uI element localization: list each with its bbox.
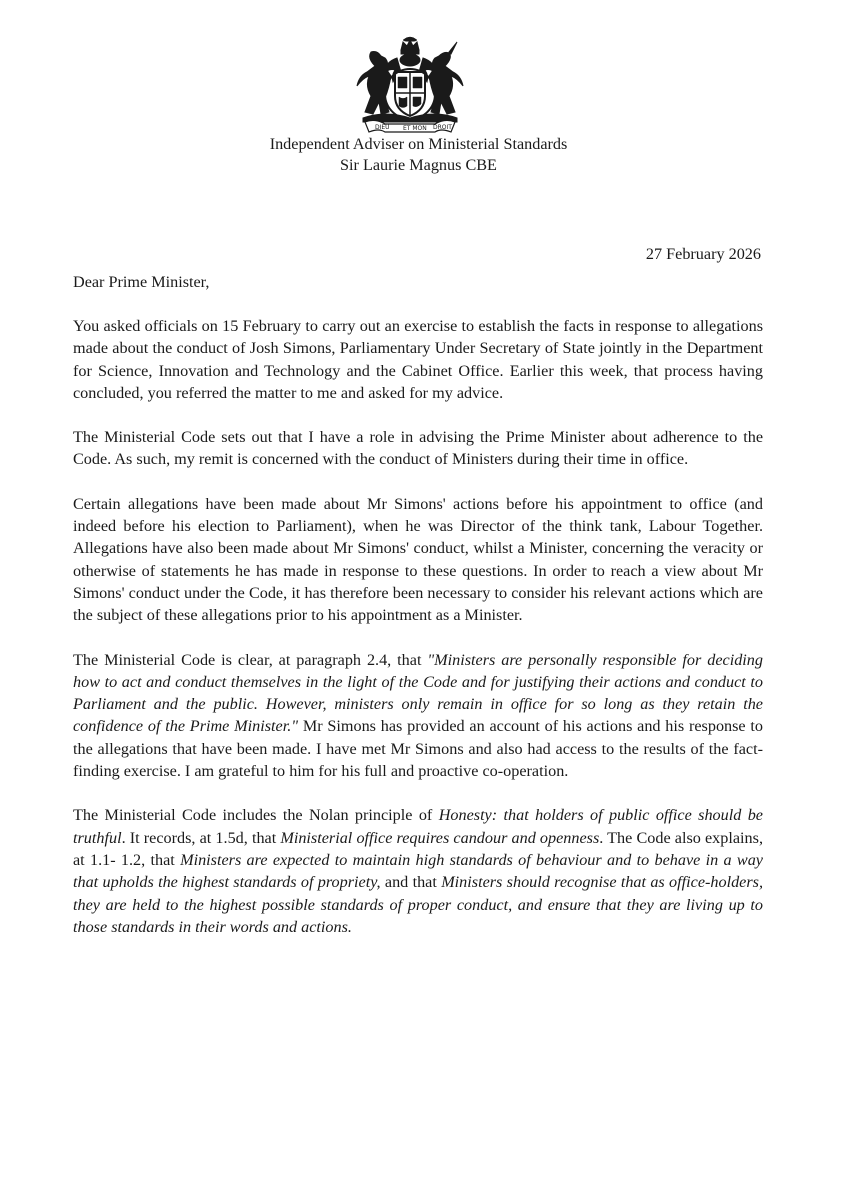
code-quote-1-5d: Ministerial office requires candour and openness xyxy=(280,828,600,847)
paragraph-1: You asked officials on 15 February to carry out an exercise to establish the facts in response to allegations made about the conduct of Josh Simons, Parliamentary Under Secretary of State jointly in the Department for Science, Innovation and Technology and the Cabinet Office. Earlier this week, that process having concluded, you referred the matter to me and asked for my advice. xyxy=(73,317,763,402)
paragraph-5 xyxy=(73,804,763,938)
paragraph-2: The Ministerial Code sets out that I have a role in advising the Prime Minister about adherence to the Code. As such, my remit is concerned with the conduct of Ministers during their time in office. xyxy=(73,428,763,469)
crest-motto-center: ET MON xyxy=(403,125,427,132)
code-quote-2-4: "Ministers are personally responsible for deciding how to act and conduct themselves in the light of the Code and for justifying their actions and conduct to Parliament and the public. However, ministers only remain in office for so long as they retain the confidence of the Prime Minister." xyxy=(73,650,763,736)
paragraph-5-text-b: . It records, at 1.5d, that xyxy=(121,828,281,847)
paragraph-5-text-d: and that xyxy=(380,873,442,892)
code-quote-1-2: Ministers should recognise that as office-holders, they are held to the highest possible standards of proper conduct, and ensure that they are living up to those standards in their words and actions. xyxy=(73,873,763,936)
adviser-name: Sir Laurie Magnus CBE xyxy=(340,156,497,174)
nolan-honesty-quote: Honesty: that holders of public office should be truthful xyxy=(73,806,763,847)
paragraph-4-rest: Mr Simons has provided an account of his actions and his response to the allegations that have been made. I have met Mr Simons and also had access to the results of the fact-finding exercise. I am grateful to him for his full and proactive co-operation. xyxy=(73,717,763,781)
letter-date: 27 February 2026 xyxy=(645,245,761,263)
paragraph-4-intro: The Ministerial Code is clear, at paragraph 2.4, that xyxy=(73,650,428,669)
royal-coat-of-arms-icon xyxy=(345,36,475,136)
crest-motto-right: DROIT xyxy=(433,124,452,131)
office-title: Independent Adviser on Ministerial Standards xyxy=(269,135,568,153)
paragraph-4 xyxy=(73,649,763,783)
letterhead xyxy=(0,134,849,176)
paragraph-5-text-a: The Ministerial Code includes the Nolan principle of xyxy=(73,806,439,825)
letter-body xyxy=(73,315,763,960)
code-quote-1-1: Ministers are expected to maintain high standards of behaviour and to behave in a way that upholds the highest standards of propriety, xyxy=(73,850,763,892)
paragraph-5-text-c: . The Code also explains, at 1.1- 1.2, that xyxy=(73,828,763,869)
crest-motto-left: DIEU xyxy=(375,124,390,131)
paragraph-3: Certain allegations have been made about Mr Simons' actions before his appointment to office (and indeed before his election to Parliament), when he was Director of the think tank, Labour Together. Allegations have also been made about Mr Simons' conduct, whilst a Minister, concerning the veracity or otherwise of statements he has made in response to these questions. In order to reach a view about Mr Simons' conduct under the Code, it has therefore been necessary to consider his relevant actions which are the subject of these allegations prior to his appointment as a Minister. xyxy=(73,494,763,625)
salutation: Dear Prime Minister, xyxy=(73,273,210,291)
